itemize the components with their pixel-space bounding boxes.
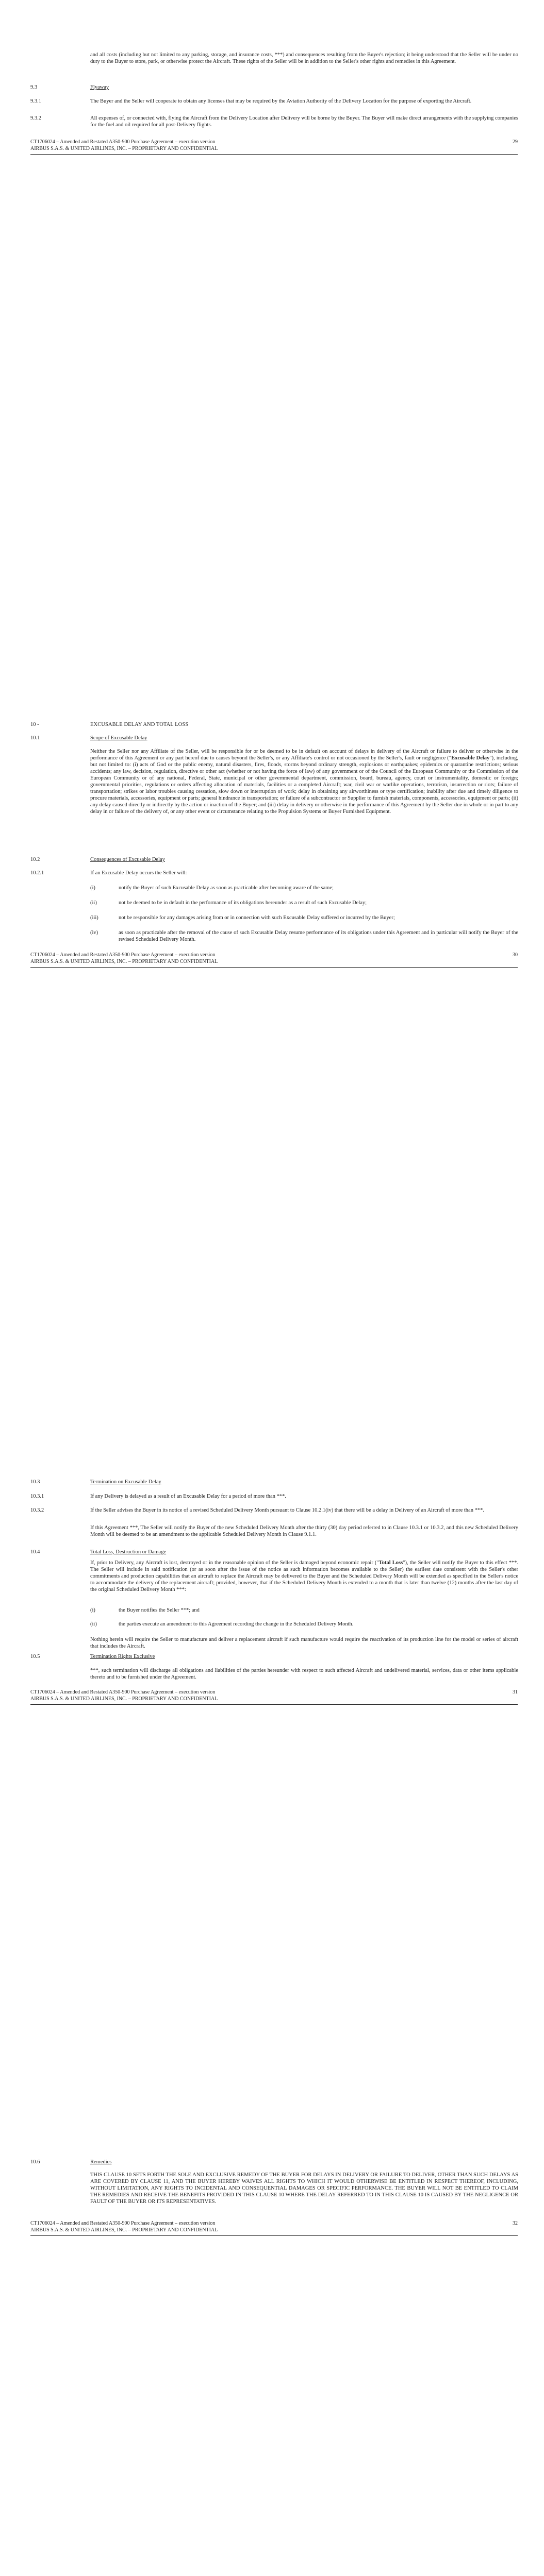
list-item: not be deemed to be in default in the performance of its obligations hereunder as a result of such Excusable Delay; bbox=[119, 900, 367, 906]
section-paragraph: Nothing herein will require the Seller to manufacture and deliver a replacement aircraft if such manufacture would require the reactivation of its production line for the model or series of aircraft that includes the Aircraft. bbox=[90, 1637, 518, 1649]
defined-term: Total Loss bbox=[378, 1560, 403, 1566]
page-footer bbox=[30, 1689, 518, 1702]
section-paragraph: Neither the Seller nor any Affiliate of the Seller, will be responsible for or be deemed to be in default on account of delays in delivery of the Aircraft or failure to deliver or otherwise in the performance of this Agreement or any part hereof due to causes beyond the Seller's, or any Affiliate's control or not occasioned by the Seller's, fault or negligence ("Excusable Delay"), including, but not limited to: (i) acts of God or the public enemy, natural disasters, fires, floods, storms beyond ordinary strength, explosions or earthquakes; epidemics or quarantine restrictions; serious accidents; any law, decision, regulation, directive or other act (whether or not having the force of law) of any government or of the Council of the European Community or the Commission of the European Community or of any national, Federal, State, municipal or other governmental department, commission, board, bureau, agency, court or instrumentality, domestic or foreign; governmental priorities, regulations or orders affecting allocation of materials, facilities or a completed Aircraft; war, civil war or warlike operations, terrorism, insurrection or riots; failure of transportation; strikes or labor troubles causing cessation, slow down or interruption of work; delay in obtaining any airworthiness or type certification; inability after due and timely diligence to procure materials, accessories, equipment or parts; general hindrance in transportation; or failure of a subcontractor or Supplier to furnish materials, components, accessories, equipment or parts; (ii) any delay caused directly or indirectly by the action or inaction of the Buyer; and (iii) delay in delivery or otherwise in the performance of this Agreement by the Seller due in whole or in part to any delay in or failure of the delivery of, or any other event or circumstance relating to the Propulsion Systems or Buyer Furnished Equipment. bbox=[90, 749, 518, 815]
defined-term: Excusable Delay bbox=[451, 755, 490, 761]
section-heading: Termination Rights Exclusive bbox=[90, 1654, 155, 1659]
section-title: EXCUSABLE DELAY AND TOTAL LOSS bbox=[90, 722, 189, 727]
section-number: 10.1 bbox=[30, 735, 40, 741]
section-paragraph: All expenses of, or connected with, flying the Aircraft from the Delivery Location after Delivery will be borne by the Buyer. The Buyer will make direct arrangements with the supplying companies for the fuel and oil required for all post-Delivery flights. bbox=[90, 115, 518, 128]
section-number: 9.3.1 bbox=[30, 98, 41, 104]
list-item: the Buyer notifies the Seller ***; and bbox=[119, 1607, 200, 1613]
footer-line-2: AIRBUS S.A.S. & UNITED AIRLINES, INC. – PROPRIETARY AND CONFIDENTIAL bbox=[30, 2227, 218, 2233]
page-number: 30 bbox=[513, 952, 518, 958]
section-heading: Flyaway bbox=[90, 84, 109, 90]
page-32 bbox=[0, 2159, 544, 2365]
footer-line-2: AIRBUS S.A.S. & UNITED AIRLINES, INC. – PROPRIETARY AND CONFIDENTIAL bbox=[30, 146, 218, 151]
section-number: 10.2.1 bbox=[30, 870, 44, 876]
page-31 bbox=[0, 1479, 544, 1788]
section-number: 9.3 bbox=[30, 84, 38, 90]
list-item: as soon as practicable after the removal of the cause of such Excusable Delay resume performance of its obligations under this Agreement and in particular will notify the Buyer of the revised Scheduled Delivery Month. bbox=[119, 930, 518, 942]
list-item-label: (ii) bbox=[90, 1621, 97, 1627]
page-divider bbox=[30, 967, 518, 968]
list-item-label: (i) bbox=[90, 885, 95, 891]
carry-over-paragraph: and all costs (including but not limited to any parking, storage, and insurance costs, ***) and consequences resulting from the Buyer's rejection; it being understood that the Seller will be under no duty to the Buyer to store, park, or otherwise protect the Aircraft. These rights of the Seller will be in addition to the Seller's other rights and remedies in this Agreement. bbox=[90, 52, 518, 64]
section-heading: Consequences of Excusable Delay bbox=[90, 857, 165, 862]
section-paragraph: The Buyer and the Seller will cooperate to obtain any licenses that may be required by the Aviation Authority of the Delivery Location for the purpose of exporting the Aircraft. bbox=[90, 98, 472, 104]
section-heading: Remedies bbox=[90, 2159, 112, 2165]
section-number: 10.6 bbox=[30, 2159, 40, 2165]
footer-line-1: CT1706024 – Amended and Restated A350-900 Purchase Agreement – execution version bbox=[30, 139, 216, 145]
list-item: the parties execute an amendment to this Agreement recording the change in the Scheduled Delivery Month. bbox=[119, 1621, 354, 1627]
page-30 bbox=[0, 721, 544, 1133]
footer-line-1: CT1706024 – Amended and Restated A350-900 Purchase Agreement – execution version bbox=[30, 1689, 216, 1695]
section-number: 9.3.2 bbox=[30, 115, 41, 121]
section-heading: Scope of Excusable Delay bbox=[90, 735, 147, 741]
page-divider bbox=[30, 1704, 518, 1705]
page-number: 31 bbox=[513, 1689, 518, 1695]
section-number: 10.2 bbox=[30, 857, 40, 862]
section-heading: Termination on Excusable Delay bbox=[90, 1479, 161, 1485]
section-paragraph: ***, such termination will discharge all obligations and liabilities of the parties hereunder with respect to such affected Aircraft and undelivered material, services, data or other items applicable thereto and to be furnished under the Agreement. bbox=[90, 1668, 518, 1680]
list-item-label: (i) bbox=[90, 1607, 95, 1613]
page-number: 29 bbox=[513, 139, 518, 145]
list-item-label: (iii) bbox=[90, 915, 98, 921]
page-number: 32 bbox=[513, 2221, 518, 2226]
page-footer bbox=[30, 139, 518, 152]
list-item: notify the Buyer of such Excusable Delay as soon as practicable after becoming aware of the same; bbox=[119, 885, 334, 891]
footer-line-2: AIRBUS S.A.S. & UNITED AIRLINES, INC. – PROPRIETARY AND CONFIDENTIAL bbox=[30, 1696, 218, 1702]
section-number: 10.3 bbox=[30, 1479, 40, 1485]
list-item-label: (iv) bbox=[90, 930, 98, 936]
footer-line-1: CT1706024 – Amended and Restated A350-900 Purchase Agreement – execution version bbox=[30, 2221, 216, 2226]
section-paragraph: If, prior to Delivery, any Aircraft is lost, destroyed or in the reasonable opinion of the Seller is damaged beyond economic repair ("Total Loss"), the Seller will notify the Buyer to this effect ***. The Seller will include in said notification (or as soon after the issue of the notice as such information becomes available to the Seller) the earliest date consistent with the Seller's other commitments and production capabilities that an aircraft to replace the Aircraft may be delivered to the Buyer and the Scheduled Delivery Month will be extended as specified in the Seller's notice to accommodate the delivery of the replacement aircraft; provided, however, that if the Scheduled Delivery Month is extended to a month that is later than twelve (12) months after the last day of the original Scheduled Delivery Month ***: bbox=[90, 1560, 518, 1592]
section-paragraph: If any Delivery is delayed as a result of an Excusable Delay for a period of more than ***. bbox=[90, 1494, 286, 1499]
page-footer bbox=[30, 952, 518, 965]
section-number: 10.5 bbox=[30, 1654, 40, 1659]
section-number: 10.3.2 bbox=[30, 1507, 44, 1513]
footer-line-2: AIRBUS S.A.S. & UNITED AIRLINES, INC. – PROPRIETARY AND CONFIDENTIAL bbox=[30, 959, 218, 964]
section-heading: Total Loss, Destruction or Damage bbox=[90, 1549, 167, 1555]
page-divider bbox=[30, 2235, 518, 2236]
section-paragraph: THIS CLAUSE 10 SETS FORTH THE SOLE AND EXCLUSIVE REMEDY OF THE BUYER FOR DELAYS IN DELIVERY OR FAILURE TO DELIVER, OTHER THAN SUCH DELAYS AS ARE COVERED BY CLAUSE 11, AND THE BUYER HEREBY WAIVES ALL RIGHTS TO WHICH IT WOULD OTHERWISE BE ENTITLED IN RESPECT THEREOF, INCLUDING, WITHOUT LIMITATION, ANY RIGHTS TO INCIDENTAL AND CONSEQUENTIAL DAMAGES OR SPECIFIC PERFORMANCE. THE BUYER WILL NOT BE ENTITLED TO CLAIM THE REMEDIES AND RECEIVE THE BENEFITS PROVIDED IN THIS CLAUSE 10 WHERE THE DELAY REFERRED TO IN THIS CLAUSE 10 IS CAUSED BY THE NEGLIGENCE OR FAULT OF THE BUYER OR ITS REPRESENTATIVES. bbox=[90, 2172, 518, 2205]
list-item-label: (ii) bbox=[90, 900, 97, 906]
section-paragraph: If the Seller advises the Buyer in its notice of a revised Scheduled Delivery Month pursuant to Clause 10.2.1(iv) that there will be a delay in Delivery of an Aircraft of more than ***. bbox=[90, 1507, 484, 1513]
section-number: 10.4 bbox=[30, 1549, 40, 1555]
page-29 bbox=[0, 0, 544, 185]
page-footer bbox=[30, 2220, 518, 2233]
section-number: 10 - bbox=[30, 722, 39, 727]
footer-line-1: CT1706024 – Amended and Restated A350-900 Purchase Agreement – execution version bbox=[30, 952, 216, 958]
list-item: not be responsible for any damages arising from or in connection with such Excusable Delay suffered or incurred by the Buyer; bbox=[119, 915, 395, 921]
section-paragraph: If this Agreement ***, The Seller will notify the Buyer of the new Scheduled Delivery Month after the thirty (30) day period referred to in Clause 10.3.1 or 10.3.2, and this new Scheduled Delivery Month will be deemed to be an amendment to the applicable Scheduled Delivery Month in Clause 9.1.1. bbox=[90, 1525, 518, 1537]
page-divider bbox=[30, 154, 518, 155]
section-number: 10.3.1 bbox=[30, 1494, 44, 1499]
section-paragraph: If an Excusable Delay occurs the Seller will: bbox=[90, 870, 187, 876]
